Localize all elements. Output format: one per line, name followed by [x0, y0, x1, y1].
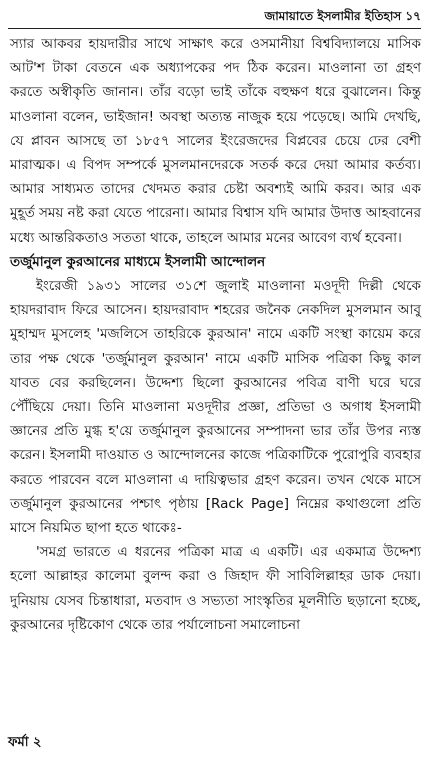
paragraph-quote: 'সমগ্র ভারতে এ ধরনের পত্রিকা মাত্র এ একটি। এর একমাত্র উদ্দেশ্য হলো আল্লাহর কালেমা বুলন্দ করা ও জিহাদ ফী সাবিলিল্লাহর ডাক দেয়া। দুনিয়ায় যেসব চিন্তাধারা, মতবাদ ও সভ্যতা সাংস্কৃতির মূলনীতি ছড়ানো হচ্ছে, কুরআনের দৃষ্টিকোণ থেকে তার পর্যালোচনা সমালোচনা	[10, 544, 421, 633]
section-heading: তর্জুমানুল কুরআনের মাধ্যমে ইসলামী আন্দোলন	[10, 253, 266, 270]
forma-signature: ফর্মা ২	[8, 735, 42, 750]
paragraph-continuation: স্যার আকবর হায়দারীর সাথে সাক্ষাৎ করে ওসমানীয়া বিশ্ববিদ্যালয়ে মাসিক আট'শ টাকা বেতনে এক অধ্যাপকের পদ ঠিক করেন। মাওলানা তা গ্রহণ করতে অস্বীকৃতি জানান। তাঁর বড়ো ভাই তাঁকে বহুক্ষণ ধরে বুঝালেন। কিন্তু মাওলানা বলেন, ভাইজান! অবস্থা অত্যন্ত নাজুক হয়ে পড়েছে। আমি দেখছি, যে প্লাবন আসছে তা ১৮৫৭ সালের ইংরেজদের বিপ্লবের চেয়ে ঢের বেশী মারাত্মক। এ বিপদ সম্পর্কে মুসলমানদেরকে সতর্ক করে দেয়া আমার কর্তব্য। আমার সাধ্যমত তাদের খেদমত করার চেষ্টা অবশ্যই আমি করব। আর এক মুহূর্ত সময় নষ্ট করা যেতে পারেনা। আমার বিশ্বাস যদি আমার উদাত্ত আহবানের মধ্যে আন্তরিকতাও সততা থাকে, তাহলে আমার মনের আবেগ ব্যর্থ হবেনা।	[10, 36, 421, 246]
running-header-title: জামায়াতে ইসলামীর ইতিহাস ১৭	[264, 9, 421, 23]
paragraph-tarjumanul-quran: ইংরেজী ১৯৩১ সালের ৩১শে জুলাই মাওলানা মওদূদী দিল্লী থেকে হায়দরাবাদ ফিরে আসেন। হায়দরাবাদ শহরের জনৈক নেকদিল মুসলমান আবু মুহাম্মদ মুসলেহ 'মজলিসে তাহরিকে কুরআন' নামে একটি সংস্থা কায়েম করে তার পক্ষ থেকে 'তর্জুমানুল কুরআন' নামে একটি মাসিক পত্রিকা কিছু কাল যাবত বের করছিলেন। উদ্দেশ্য ছিলো কুরআনের পবিত্র বাণী ঘরে ঘরে পৌঁছিয়ে দেয়া। তিনি মাওলানা মওদূদীর প্রজ্ঞা, প্রতিভা ও অগাধ ইসলামী জ্ঞানের প্রতি মুগ্ধ হ'য়ে তর্জুমানুল কুরআনের সম্পাদনা ভার তাঁর উপর ন্যস্ত করেন। ইসলামী দাওয়াত ও আন্দোলনের কাজে পত্রিকাটিকে পুরোপুরি ব্যবহার করতে পারবেন বলে মাওলানা এ দায়িত্বভার গ্রহণ করেন। তখন থেকে মাসে তর্জুমানুল কুরআনের পশ্চাৎ পৃষ্ঠায় [Rack Page] নিম্নের কথাগুলো প্রতি মাসে নিয়মিত ছাপা হতে থাকেঃ-	[10, 278, 421, 537]
page-body	[10, 32, 421, 637]
running-header	[8, 6, 421, 29]
